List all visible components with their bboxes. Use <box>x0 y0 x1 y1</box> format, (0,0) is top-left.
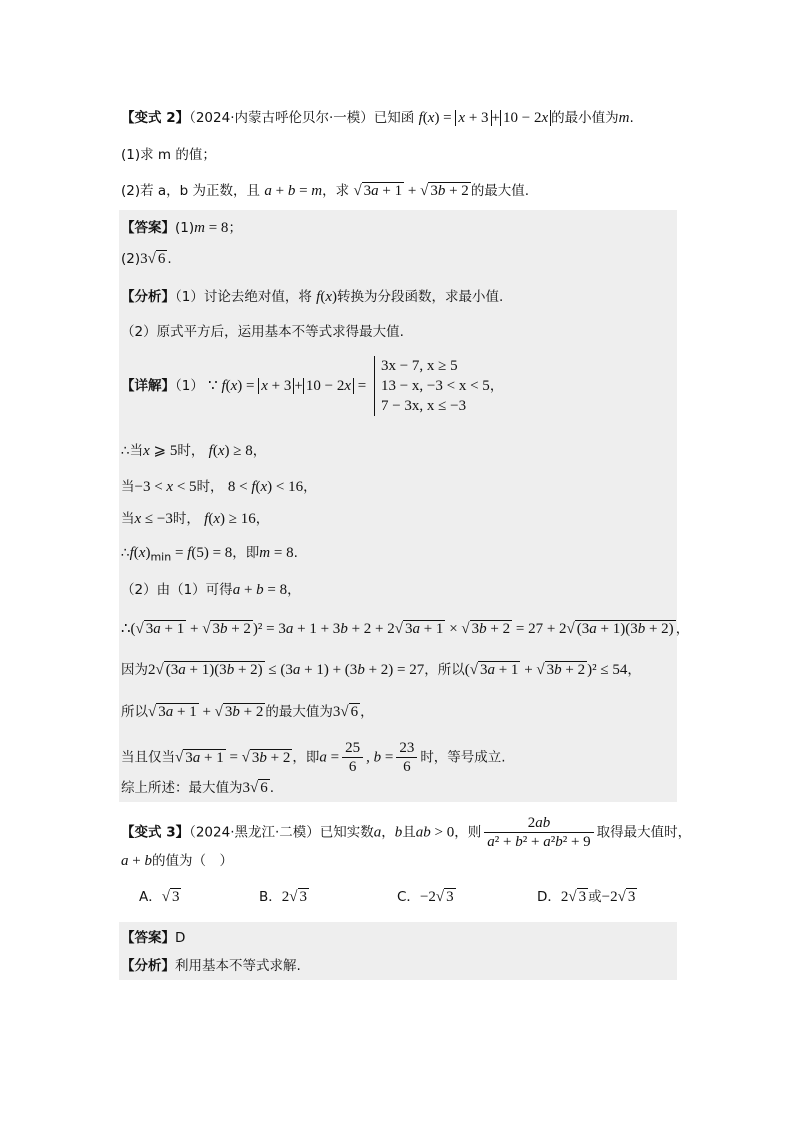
detail2-summary: 综上所述：最大值为3√ 6 . <box>121 780 275 796</box>
variant2-m: m <box>618 110 630 126</box>
analysis2-line2: （2）原式平方后，运用基本不等式求得最大值. <box>121 324 404 340</box>
text: 的值为（ ） <box>151 853 233 869</box>
option-a[interactable]: A．√ 3 <box>139 889 180 905</box>
detail2-case-b: 当−3 < x < 5时， 8 < f(x) < 16， <box>121 479 317 495</box>
text: 且 <box>402 824 416 841</box>
analysis2-label: 【分析】 <box>121 289 175 305</box>
case-2: 13 − x, −3 < x < 5 <box>380 378 490 394</box>
q2-text-b: ，求 <box>322 183 350 199</box>
text: ， <box>381 824 395 841</box>
text: 当 <box>121 479 135 495</box>
text: ∴ <box>121 545 130 561</box>
text: 因为 <box>121 662 148 678</box>
answer2-line1: 【答案】(1)m = 8； <box>121 220 242 236</box>
variant2-tag: 【变式 2】 <box>121 110 190 126</box>
answer2-part2: (2) <box>121 251 141 267</box>
detail2-piecewise: 【详解】（1） ∵ f(x) = x + 3 + 10 − 2x = 3x − 7, x ≥ 5 13 − x, −3 < x < 5 7 − 3x, x ≤ −3 ， <box>121 358 504 414</box>
answer3-label: 【答案】 <box>121 930 175 946</box>
variant2-stem: 【变式 2】（2024·内蒙古呼伦贝尔·一模）已知函 f(x) = x + 3 + 10 − 2x 的最小值为m. <box>121 110 634 126</box>
text: 综上所述：最大值为 <box>121 780 243 796</box>
text: 时， <box>177 443 205 459</box>
detail2-max: 所以√ 3a + 1 + √ 3b + 2 的最大值为3√ 6 ， <box>121 704 374 720</box>
case-1: 3x − 7, x ≥ 5 <box>380 358 458 374</box>
text: 取得最大值时， <box>596 824 692 841</box>
piecewise-cases <box>374 356 490 416</box>
q2-text-c: 的最大值. <box>470 183 530 199</box>
text: 的最大值为 <box>265 704 333 720</box>
detail2-part1: （1） <box>175 378 204 394</box>
text: ，即 <box>232 545 260 561</box>
text: 时， <box>172 511 200 527</box>
option-d[interactable]: D．2√ 3 或−2√ 3 <box>537 889 636 905</box>
variant2-q1: (1)求 m 的值； <box>121 147 216 163</box>
case-3: 7 − 3x, x ≤ −3 <box>380 398 467 414</box>
detail2-ineq: 因为2√ (3a + 1)(3b + 2) ≤ (3a + 1) + (3b + 2) = 27，所以(√ 3a + 1 + √ 3b + 2 )² ≤ 54， <box>121 662 641 678</box>
option-label: B． <box>259 889 282 905</box>
text: ，即 <box>292 749 320 766</box>
q2-text-a: (2)若 a，b 为正数，且 <box>121 183 261 199</box>
answer2-line2: (2)3√ 6 . <box>121 251 172 267</box>
analysis3-label: 【分析】 <box>121 958 175 974</box>
answer3-line <box>121 928 185 948</box>
variant2-q2: (2)若 a，b 为正数，且 a + b = m，求 √ 3a + 1 + √ 3b + 2 的最大值. <box>121 183 530 199</box>
variant2-text-a: 已知函 <box>373 110 415 126</box>
detail2-equality: 当且仅当√ 3a + 1 = √ 3b + 2 ，即a = $\frac{25}{6}$ , b = $\frac{23}{6}$ 时，等号成立. <box>121 740 506 775</box>
text: （2）由（1）可得 <box>121 582 233 598</box>
option-label: D． <box>537 889 561 905</box>
option-label: A． <box>139 889 162 905</box>
analysis2-text-b: 转换为分段函数，求最小值. <box>336 289 504 305</box>
analysis3-text: 利用基本不等式求解. <box>175 958 301 974</box>
analysis2-line1: 【分析】（1）讨论去绝对值，将 f(x)转换为分段函数，求最小值. <box>121 289 504 305</box>
variant3-stem: 【变式 3】（2024·黑龙江·二模）已知实数a，b且ab > 0，则 $\frac{2ab}{\text{a² + b² + a²b² + 9}}$ 取得最大值时， <box>121 815 692 850</box>
variant3-tag: 【变式 3】 <box>121 824 190 841</box>
detail2-case-a: ∴当x ⩾ 5时， f(x) ≥ 8， <box>121 443 267 459</box>
option-b[interactable]: B．2√ 3 <box>259 889 307 905</box>
detail2-label: 【详解】 <box>121 378 175 394</box>
answer2-label: 【答案】 <box>121 220 175 236</box>
text: 时，等号成立. <box>420 749 506 766</box>
analysis3-line <box>121 956 301 976</box>
answer2-part1: (1) <box>175 220 195 236</box>
detail2-part2: （2）由（1）可得a + b = 8， <box>121 582 301 598</box>
variant2-source: （2024·内蒙古呼伦贝尔·一模） <box>189 110 374 126</box>
analysis2-text-a: （1）讨论去绝对值，将 <box>175 289 312 305</box>
variant3-stem-2: a + b的值为（ ） <box>121 853 233 869</box>
answer3-value: D <box>175 930 186 946</box>
option-c[interactable]: C．−2√ 3 <box>397 889 454 905</box>
text: 当且仅当 <box>121 749 175 766</box>
detail2-min: $\therefore f(x)_{min} = f(5) = 8$，即m = 8. <box>121 545 298 564</box>
detail2-square: ∴(√ 3a + 1 + √ 3b + 2 )² = 3a + 1 + 3b + 2 + 2√ 3a + 1 × √ 3b + 2 = 27 + 2√ (3a + 1)(3b + 2) ， <box>121 621 690 637</box>
text: ，则 <box>454 824 482 841</box>
variant2-text-b: 的最小值为 <box>551 110 619 126</box>
text: 时， <box>196 479 224 495</box>
text: 当 <box>121 511 135 527</box>
text: ，所以 <box>424 662 465 678</box>
text: 或 <box>588 889 602 905</box>
text: 已知实数 <box>319 824 374 841</box>
variant3-source: （2024·黑龙江·二模） <box>189 824 320 841</box>
text: 所以 <box>121 704 148 720</box>
detail2-case-c: 当x ≤ −3时， f(x) ≥ 16， <box>121 511 270 527</box>
text: ∴当 <box>121 443 144 459</box>
option-label: C． <box>397 889 420 905</box>
